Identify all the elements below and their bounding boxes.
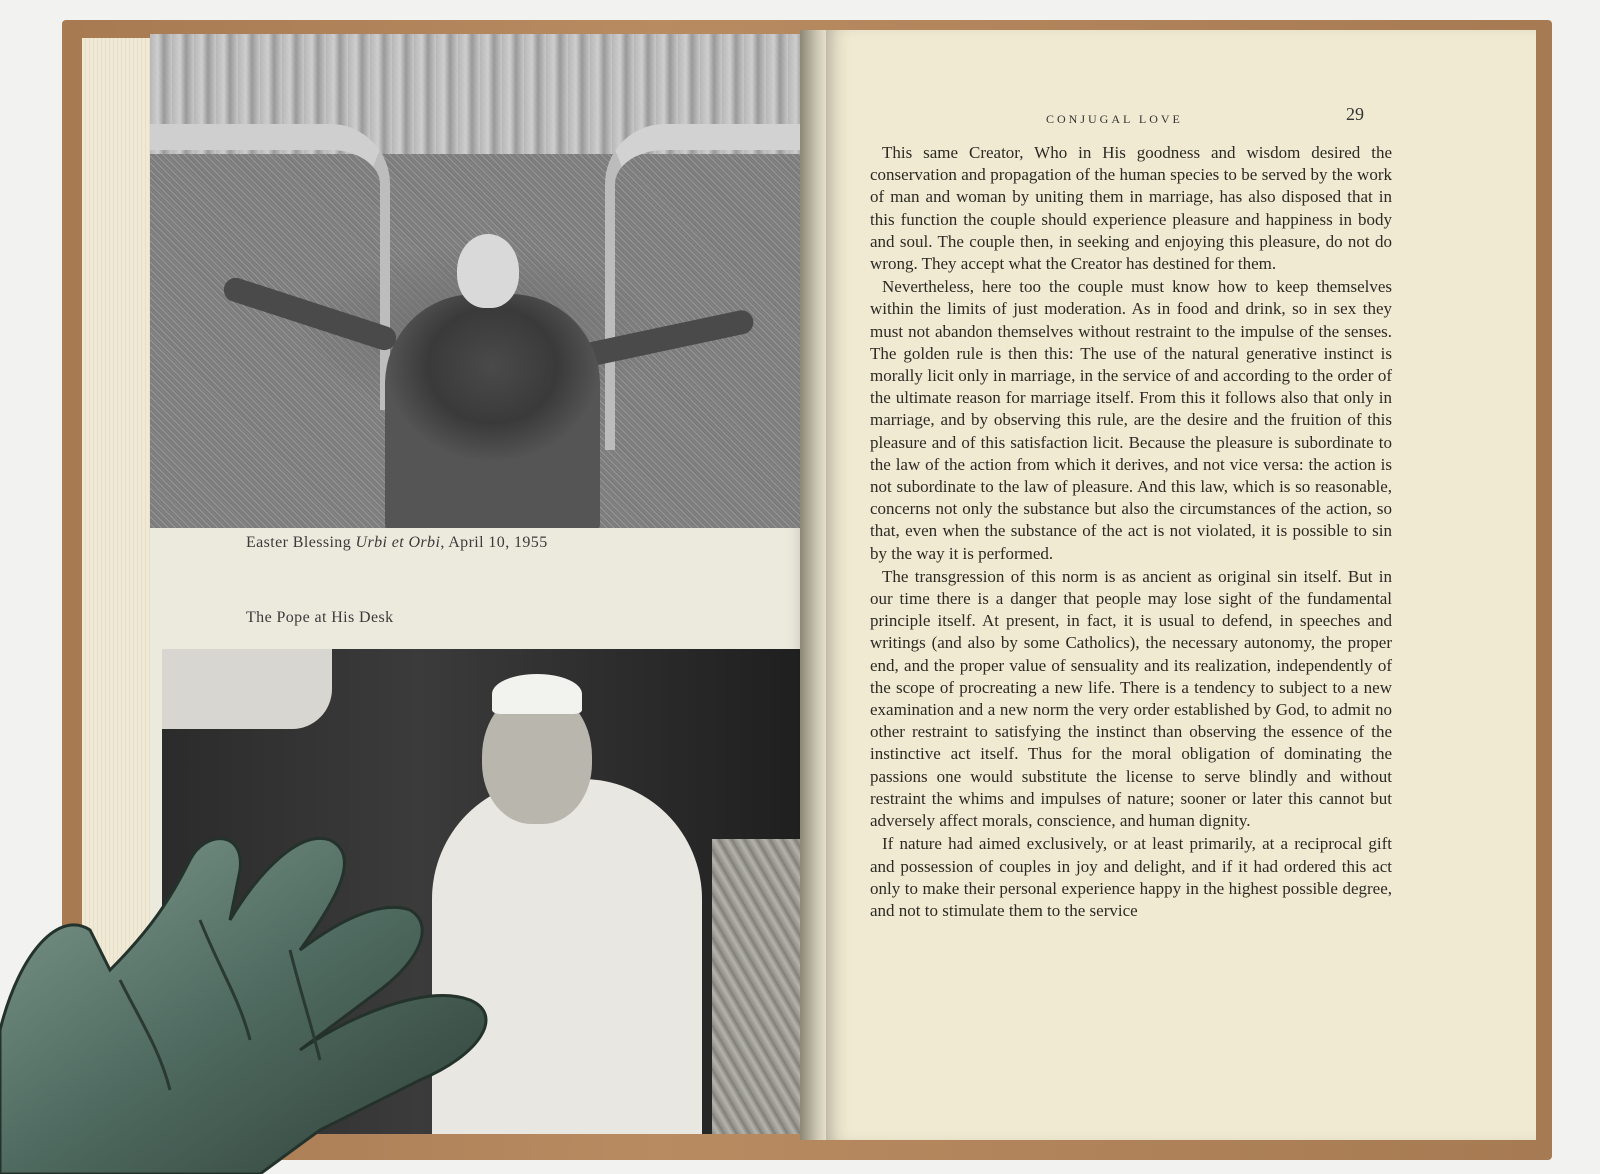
body-text: [870, 142, 1392, 923]
caption-easter-blessing: [246, 534, 548, 552]
hand-palm: [0, 838, 486, 1174]
paragraph: This same Creator, Who in His goodness and wisdom desired the conservation and propagation of the human species to be served by the work of man and woman by uniting them in marriage, has also disposed that in this function the couple should experience pleasure and happiness in body and soul. The couple then, in seeking and enjoying this pleasure, do not do wrong. They accept what the Creator has destined for them.: [870, 143, 1392, 274]
easter-blessing-photo: [150, 34, 805, 528]
caption-pope-at-desk: The Pope at His Desk: [246, 609, 394, 626]
lamp-shade: [162, 649, 332, 729]
left-colonnade: [150, 124, 390, 410]
pope-head: [457, 234, 519, 308]
chair-upholstery: [712, 839, 802, 1134]
paragraph: If nature had aimed exclusively, or at least primarily, at a reciprocal gift and possession of couples in joy and delight, and if it had ordered this act only to make their personal experience happy in the highest possible degree, and not to stimulate them to the service: [870, 834, 1392, 920]
zucchetto: [492, 674, 582, 714]
pope-figure: [385, 294, 600, 528]
paragraph: The transgression of this norm is as ancient as original sin itself. But in our time there is a danger that people may lose sight of the fundamental principle itself. At present, in fact, it is usual to defend, in speeches and writings (and also by some Catholics), the necessary autonomy, the proper end, and the proper value of sensuality and its realization, independently of the scope of procreating a new life. There is a tendency to subject to a new examination and a new norm the very order established by God, to admit no other restraint to satisfying the instinct than observing the essence of the instinctive act itself. Thus for the moral obligation of dominating the passions one would substitute the license to serve blindly and without restraint the whims and impulses of nature; sooner or later this cannot but adversely affect morals, conscience, and human dignity.: [870, 566, 1392, 831]
caption-prefix: Easter Blessing: [246, 534, 356, 551]
caption-italic: Urbi et Orbi: [355, 534, 441, 551]
right-colonnade: [605, 124, 805, 450]
bronze-hand-bookmark: [0, 800, 520, 1174]
right-page: [826, 30, 1536, 1140]
caption-suffix: , April 10, 1955: [440, 534, 548, 551]
paragraph: Nevertheless, here too the couple must know how to keep themselves within the limits of just moderation. As in food and drink, so in sex they must not abandon themselves without restraint to the impulse of the senses. The golden rule is then this: The use of the natural generative instinct is morally licit only in marriage, in the service of and according to the order of the ultimate reason for marriage itself. From this it follows also that only in marriage, and by observing this rule, are the desire and the fruition of this pleasure and of this satisfaction licit. Because the pleasure is subordinate to the law of the action from which it derives, and not vice versa: the action is not subordinate to the law of pleasure. And this law, which is so reasonable, concerns not only the substance but also the circumstances of the action, so that, even when the substance of the act is not violated, it is possible to sin by the way it is performed.: [870, 277, 1392, 563]
page-number: 29: [1346, 104, 1364, 124]
running-head: CONJUGAL LOVE: [1046, 112, 1183, 126]
